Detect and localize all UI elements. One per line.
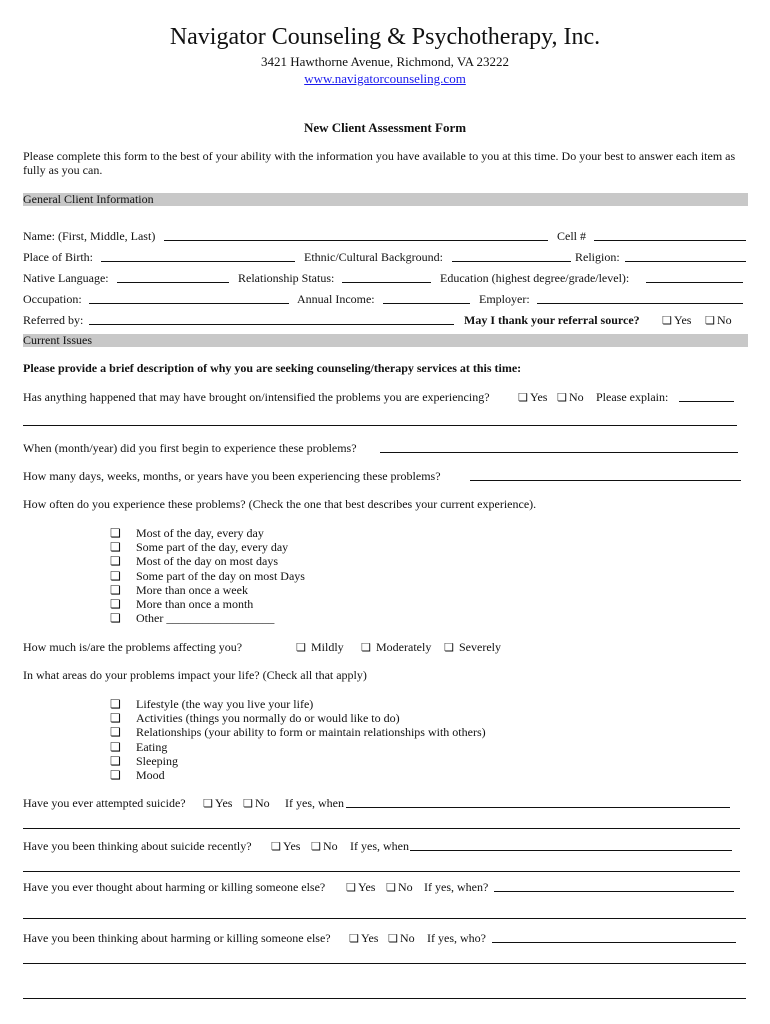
checkbox-icon: ❏	[110, 526, 121, 540]
checkbox-icon: ❏	[110, 554, 121, 569]
cell-label: Cell #	[557, 229, 586, 243]
thinking-suicide-yes-option[interactable]: ❏ Yes	[271, 839, 301, 853]
when-first-field[interactable]	[380, 452, 738, 453]
religion-label: Religion:	[575, 250, 620, 264]
frequency-option[interactable]: ❏ Some part of the day, every day	[110, 540, 289, 555]
checkbox-icon: ❏	[110, 540, 121, 555]
thinking-harming-question: Have you been thinking about harming or killing someone else?	[23, 931, 331, 945]
frequency-option[interactable]: ❏ More than once a month	[110, 597, 254, 612]
checkbox-icon: ❏	[518, 392, 528, 404]
checkbox-icon: ❏	[361, 642, 371, 654]
thinking-suicide-when-field[interactable]	[410, 850, 732, 851]
how-much-question: How much is/are the problems affecting you?	[23, 640, 243, 654]
severity-moderately-option[interactable]: ❏ Moderately	[361, 640, 432, 654]
thank-referral-label: May I thank your referral source?	[464, 313, 640, 327]
checkbox-icon: ❏	[203, 798, 213, 810]
form-title: New Client Assessment Form	[303, 120, 467, 135]
checkbox-icon: ❏	[311, 841, 321, 853]
ethnic-background-field[interactable]	[452, 261, 571, 262]
area-option[interactable]: ❏ Activities (things you normally do or would like to do)	[110, 711, 400, 726]
checkbox-icon: ❏	[110, 753, 121, 768]
description-prompt: Please provide a brief description of why you are seeking counseling/therapy services at this time:	[23, 361, 522, 375]
name-field[interactable]	[164, 240, 548, 241]
checkbox-icon: ❏	[296, 642, 306, 654]
frequency-option[interactable]: ❏ Most of the day on most days	[110, 554, 278, 569]
thinking-harming-who-field[interactable]	[492, 942, 736, 943]
annual-income-label: Annual Income:	[297, 292, 375, 306]
how-long-question: How many days, weeks, months, or years have you been experiencing these problems?	[23, 469, 441, 483]
checkbox-icon: ❏	[110, 711, 121, 726]
thinking-suicide-question: Have you been thinking about suicide recently?	[23, 839, 252, 853]
attempted-suicide-question: Have you ever attempted suicide?	[23, 796, 186, 810]
religion-field[interactable]	[625, 261, 746, 262]
frequency-option[interactable]: ❏ Most of the day, every day	[110, 526, 264, 540]
thank-referral-yes-option[interactable]: ❏ Yes	[662, 313, 692, 327]
native-language-label: Native Language:	[23, 271, 109, 285]
occupation-field[interactable]	[89, 303, 289, 304]
section-header-general: General Client Information	[23, 193, 748, 206]
thinking-harming-yes-option[interactable]: ❏ Yes	[349, 931, 379, 945]
checkbox-icon: ❏	[349, 933, 359, 945]
relationship-status-field[interactable]	[342, 282, 431, 283]
area-option[interactable]: ❏ Sleeping	[110, 753, 178, 768]
thought-harming-if-yes-label: If yes, when?	[424, 880, 489, 894]
checkbox-icon: ❏	[386, 882, 396, 894]
referred-by-field[interactable]	[89, 324, 454, 325]
area-option[interactable]: ❏ Relationships (your ability to form or maintain relationships with others)	[110, 725, 486, 740]
thinking-harming-if-yes-label: If yes, who?	[427, 931, 486, 945]
happened-question: Has anything happened that may have brought on/intensified the problems you are experiencing?	[23, 390, 490, 404]
happened-yes-option[interactable]: ❏ Yes	[518, 390, 548, 404]
section-header-current: Current Issues	[23, 334, 748, 347]
checkbox-icon: ❏	[388, 933, 398, 945]
ethnic-background-label: Ethnic/Cultural Background:	[304, 250, 443, 264]
area-option[interactable]: ❏ Mood	[110, 768, 165, 783]
checkbox-icon: ❏	[444, 642, 454, 654]
checkbox-icon: ❏	[243, 798, 253, 810]
checkbox-icon: ❏	[271, 841, 281, 853]
checkbox-icon: ❏	[110, 725, 121, 740]
thinking-suicide-if-yes-label: If yes, when	[350, 839, 409, 853]
when-first-question: When (month/year) did you first begin to experience these problems?	[23, 441, 357, 455]
attempted-yes-option[interactable]: ❏ Yes	[203, 796, 233, 810]
relationship-status-label: Relationship Status:	[238, 271, 335, 285]
frequency-options	[110, 526, 305, 625]
clinic-website-link[interactable]: www.navigatorcounseling.com	[304, 71, 466, 86]
clinic-name: Navigator Counseling & Psychotherapy, Inc.	[169, 24, 601, 50]
checkbox-icon: ❏	[110, 739, 121, 754]
attempted-when-field[interactable]	[346, 807, 730, 808]
employer-label: Employer:	[479, 292, 530, 306]
thank-referral-no-option[interactable]: ❏ No	[705, 313, 732, 327]
explain-field[interactable]	[679, 401, 734, 402]
checkbox-icon: ❏	[705, 315, 715, 327]
attempted-when-field-continued[interactable]	[23, 828, 740, 829]
thought-harming-yes-option[interactable]: ❏ Yes	[346, 880, 376, 894]
happened-no-option[interactable]: ❏ No	[557, 390, 584, 404]
checkbox-icon: ❏	[662, 315, 672, 327]
frequency-option[interactable]: ❏ Other __________________	[110, 611, 275, 626]
frequency-option[interactable]: ❏ More than once a week	[110, 582, 248, 597]
name-label: Name: (First, Middle, Last)	[23, 229, 156, 243]
employer-field[interactable]	[537, 303, 743, 304]
area-option[interactable]: ❏ Eating	[110, 739, 168, 754]
place-of-birth-label: Place of Birth:	[23, 250, 93, 264]
area-option[interactable]: ❏ Lifestyle (the way you live your life)	[110, 697, 314, 711]
thinking-harming-no-option[interactable]: ❏ No	[388, 931, 415, 945]
education-field[interactable]	[646, 282, 743, 283]
checkbox-icon: ❏	[557, 392, 567, 404]
education-label: Education (highest degree/grade/level):	[440, 271, 630, 285]
checkbox-icon: ❏	[110, 597, 121, 612]
annual-income-field[interactable]	[383, 303, 470, 304]
area-options	[110, 697, 486, 782]
occupation-label: Occupation:	[23, 292, 82, 306]
please-explain-label: Please explain:	[596, 390, 669, 404]
checkbox-icon: ❏	[110, 568, 121, 583]
explain-field-continued[interactable]	[23, 425, 737, 426]
checkbox-icon: ❏	[110, 582, 121, 597]
thinking-suicide-field-continued[interactable]	[23, 871, 740, 872]
cell-field[interactable]	[594, 240, 746, 241]
additional-answer-field[interactable]	[23, 998, 746, 999]
thinking-harming-field-continued[interactable]	[23, 963, 746, 964]
severity-mildly-option[interactable]: ❏ Mildly	[296, 640, 344, 654]
checkbox-icon: ❏	[110, 768, 121, 783]
referred-by-label: Referred by:	[23, 313, 84, 327]
place-of-birth-field[interactable]	[101, 261, 295, 262]
checkbox-icon: ❏	[110, 697, 121, 711]
thought-harming-field-continued[interactable]	[23, 918, 746, 919]
attempted-if-yes-label: If yes, when	[285, 796, 344, 810]
how-often-question: How often do you experience these problems? (Check the one that best describes your current experience).	[23, 497, 537, 511]
thinking-suicide-no-option[interactable]: ❏ No	[311, 839, 338, 853]
checkbox-icon: ❏	[346, 882, 356, 894]
form-instructions: Please complete this form to the best of your ability with the information you have available to you at this time. Do your best to answer each item as fully as you can.	[23, 149, 736, 177]
checkbox-icon: ❏	[110, 611, 121, 626]
severity-severely-option[interactable]: ❏ Severely	[444, 640, 501, 654]
frequency-option[interactable]: ❏ Some part of the day on most Days	[110, 568, 305, 583]
thought-harming-question: Have you ever thought about harming or killing someone else?	[23, 880, 326, 894]
how-long-field[interactable]	[470, 480, 741, 481]
attempted-no-option[interactable]: ❏ No	[243, 796, 270, 810]
areas-question: In what areas do your problems impact your life? (Check all that apply)	[23, 668, 367, 682]
thought-harming-when-field[interactable]	[494, 891, 734, 892]
native-language-field[interactable]	[117, 282, 229, 283]
thought-harming-no-option[interactable]: ❏ No	[386, 880, 413, 894]
clinic-address: 3421 Hawthorne Avenue, Richmond, VA 23222	[260, 54, 510, 69]
